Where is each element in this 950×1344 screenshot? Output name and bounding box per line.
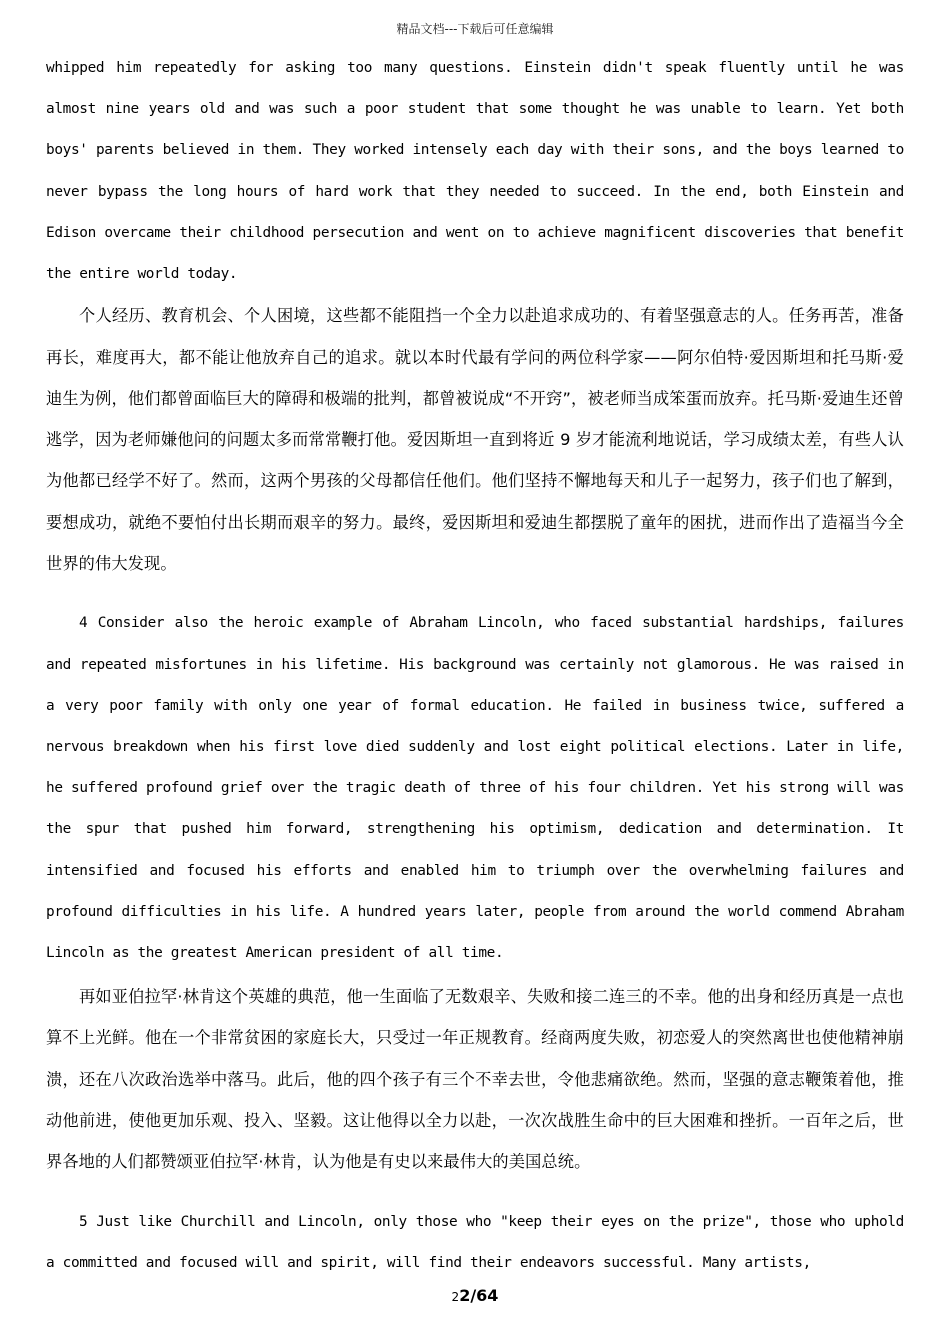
page-number <box>0 1286 950 1305</box>
paragraph-english-continued: whipped him repeatedly for asking too many questions. Einstein didn't speak fluently until he was almost nine years old and was such a poor student that some thought he was unable to learn. Yet both boys' parents believed in them. They worked intensely each day with their sons, and the boys learned to never bypass the long hours of hard work that they needed to succeed. In the end, both Einstein and Edison overcame their childhood persecution and went on to achieve magnificent discoveries that benefit the entire world today. <box>46 60 904 283</box>
page-current-small: 2 <box>451 1290 460 1304</box>
page-header: 精品文档---下载后可任意编辑 <box>396 22 554 36</box>
page-separator: / <box>470 1286 477 1305</box>
paragraph-english-4: 4 Consider also the heroic example of Abraham Lincoln, who faced substantial hardships, failures and repeated misfortunes in his lifetime. His background was certainly not glamorous. He was raised in a very poor family with only one year of formal education. He failed in business twice, suffered a nervous breakdown when his first love died suddenly and lost eight political elections. Later in life, he suffered profound grief over the tragic death of three of his four children. Yet his strong will was the spur that pushed him forward, strengthening his optimism, dedication and determination. It intensified and focused his efforts and enabled him to triumph over the overwhelming failures and profound difficulties in his life. A hundred years later, people from around the world commend Abraham Lincoln as the greatest American president of all time. <box>46 615 904 961</box>
paragraph-chinese-translation: 再如亚伯拉罕·林肯这个英雄的典范，他一生面临了无数艰辛、失败和接二连三的不幸。他的出身和经历真是一点也算不上光鲜。他在一个非常贫困的家庭长大，只受过一年正规教育。经商两度失败，初恋爱人的突然离世也使他精神崩溃，还在八次政治选举中落马。此后，他的四个孩子有三个不幸去世，令他悲痛欲绝。然而，坚强的意志鞭策着他，推动他前进，使他更加乐观、投入、坚毅。这让他得以全力以赴，一次次战胜生命中的巨大困难和挫折。一百年之后，世界各地的人们都赞颂亚伯拉罕·林肯，认为他是有史以来最伟大的美国总统。 <box>46 987 904 1172</box>
page-total: 64 <box>476 1286 499 1305</box>
page-current: 2 <box>459 1286 471 1305</box>
document-body <box>46 48 904 1284</box>
paragraph-chinese-translation: 个人经历、教育机会、个人困境，这些都不能阻挡一个全力以赴追求成功的、有着坚强意志的人。任务再苦，准备再长，难度再大，都不能让他放弃自己的追求。就以本时代最有学问的两位科学家——阿尔伯特·爱因斯坦和托马斯·爱迪生为例，他们都曾面临巨大的障碍和极端的批判，都曾被说成“不开窍”，被老师当成笨蛋而放弃。托马斯·爱迪生还曾逃学，因为老师嫌他问的问题太多而常常鞭打他。爱因斯坦一直到将近 9 岁才能流利地说话，学习成绩太差，有些人认为他都已经学不好了。然而，这两个男孩的父母都信任他们。他们坚持不懈地每天和儿子一起努力，孩子们也了解到，要想成功，就绝不要怕付出长期而艰辛的努力。最终，爱因斯坦和爱迪生都摆脱了童年的困扰，进而作出了造福当今全世界的伟大发现。 <box>46 306 904 573</box>
paragraph-english-5: 5 Just like Churchill and Lincoln, only those who "keep their eyes on the prize", those who uphold a committed and focused will and spirit, will find their endeavors successful. Many artists, <box>46 1213 904 1271</box>
